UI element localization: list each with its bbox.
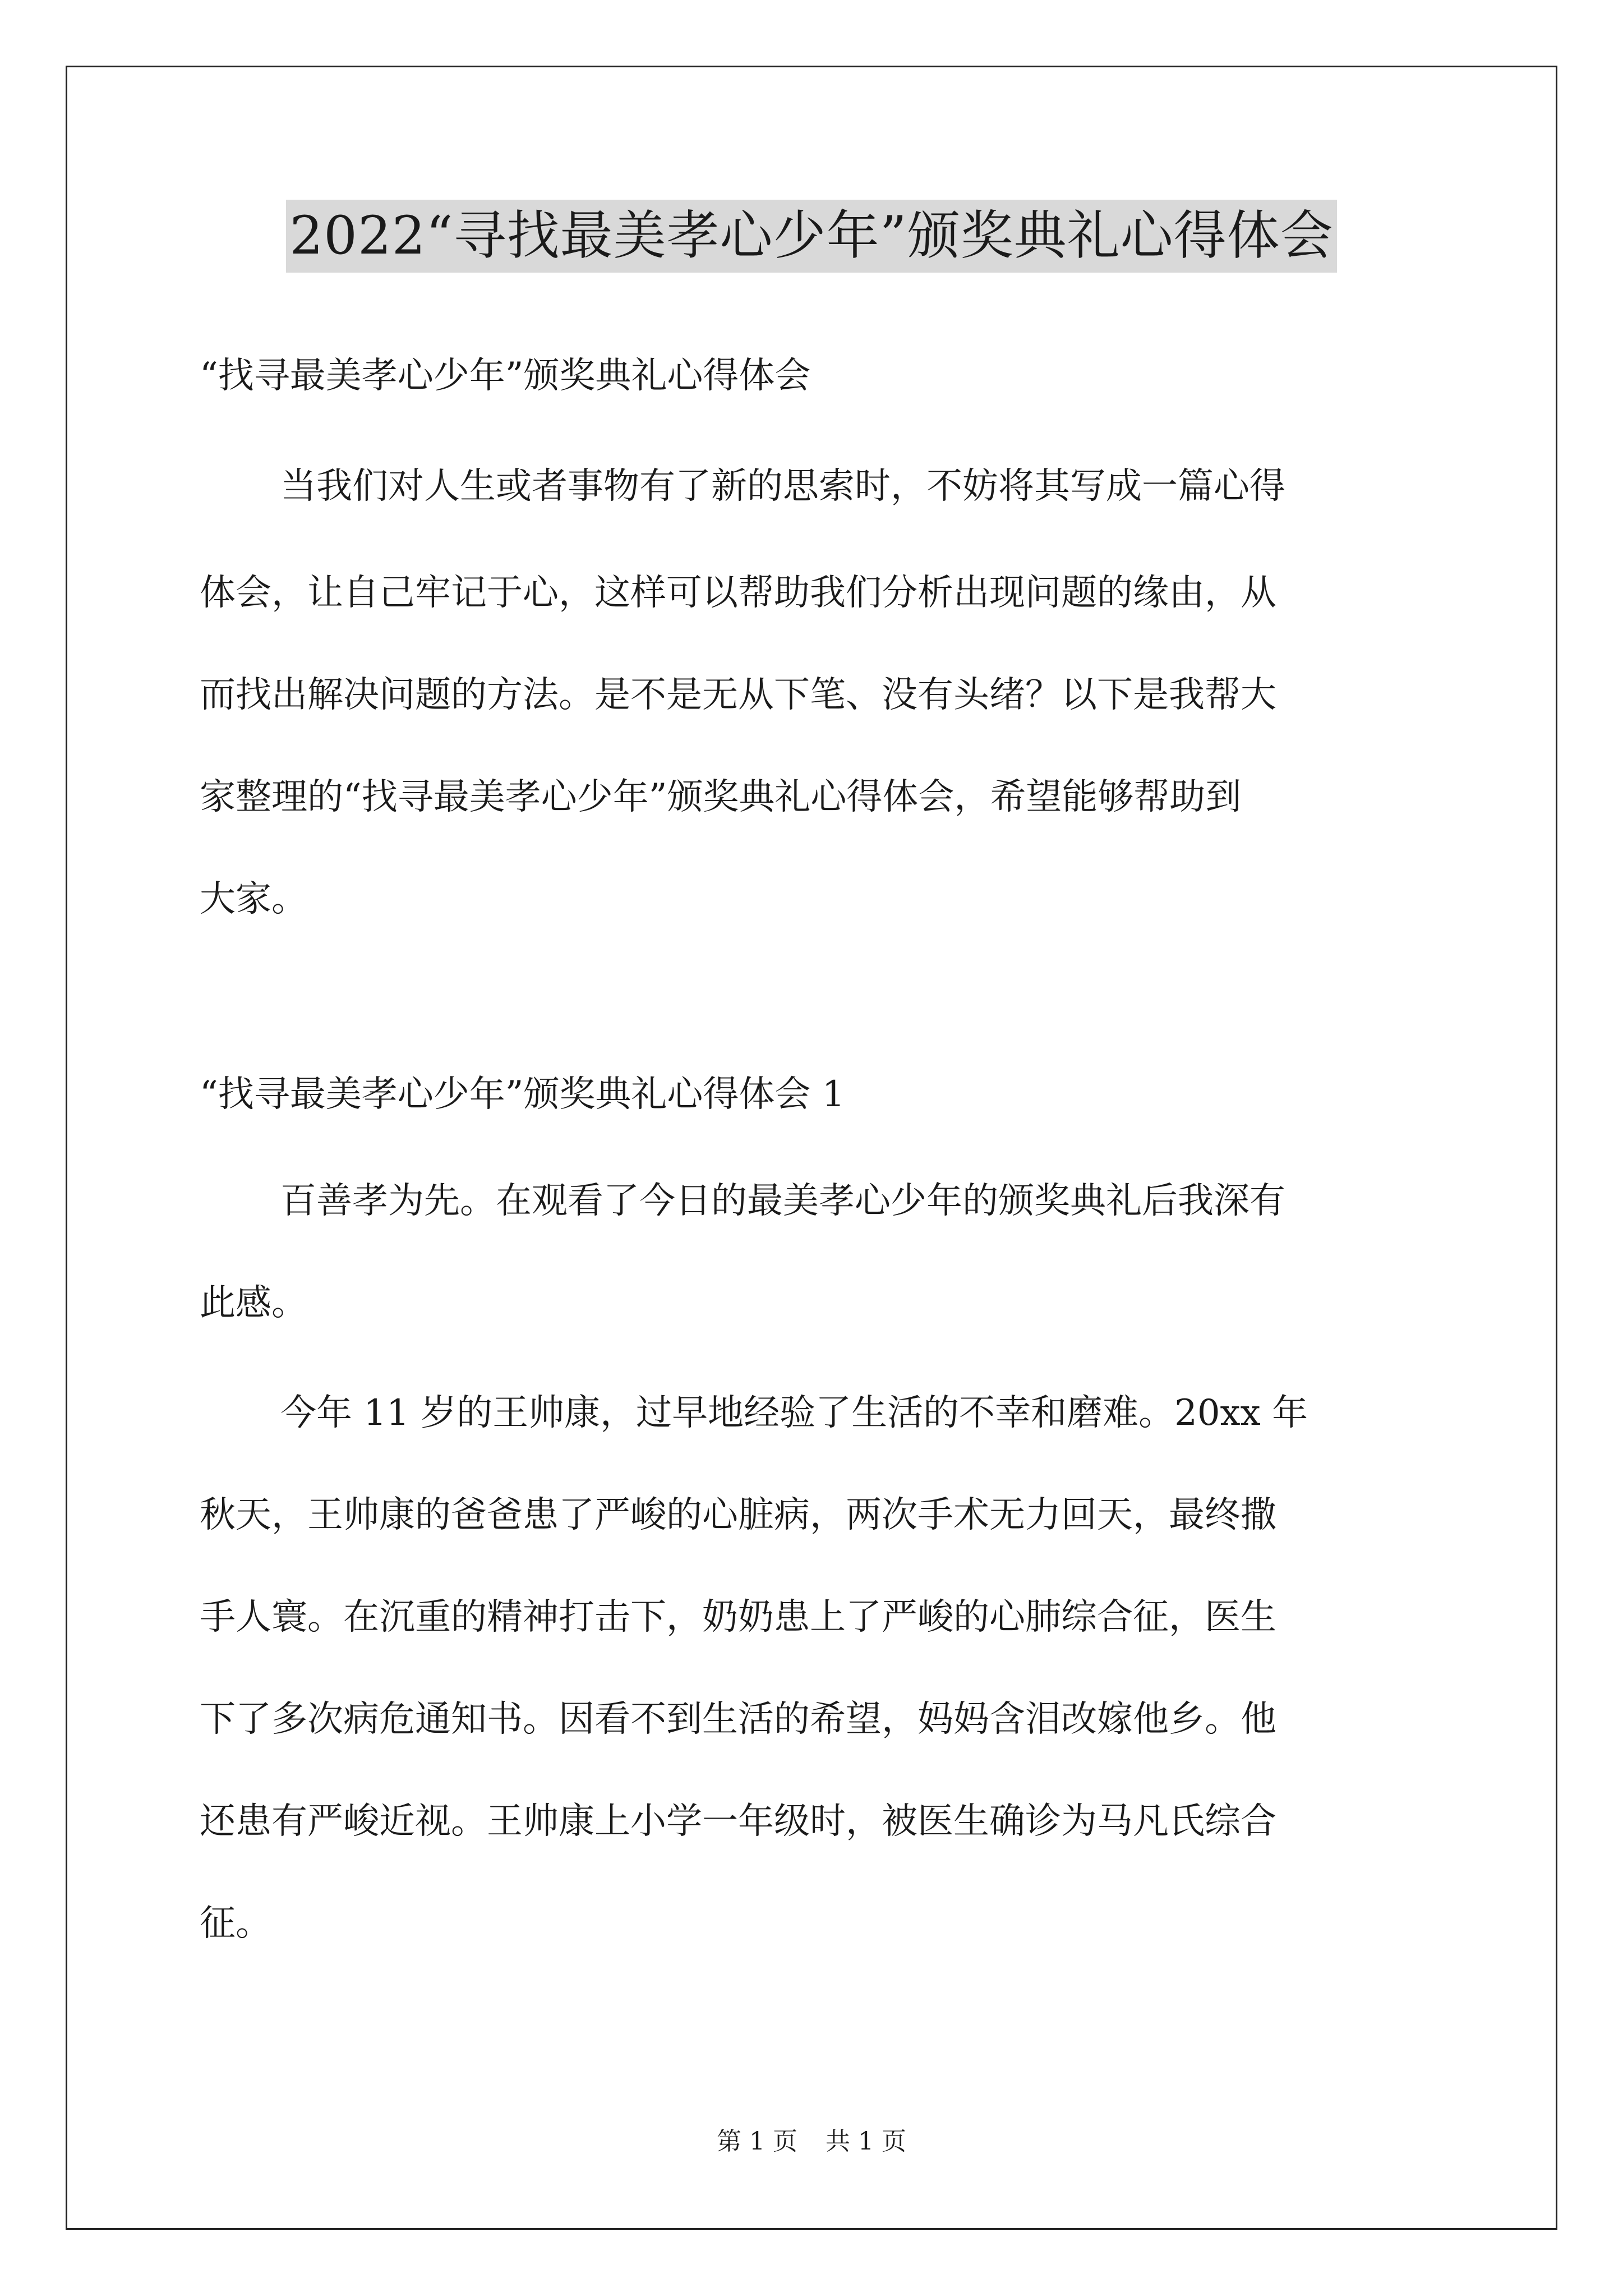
- title-container: [0, 200, 1623, 273]
- section-heading: “找寻最美孝心少年”颁奖典礼心得体会 1: [200, 1074, 845, 1115]
- paragraph-line: 秋天，王帅康的爸爸患了严峻的心脏病，两次手术无力回天，最终撒: [200, 1494, 1276, 1536]
- paragraph-line: 征。: [200, 1903, 271, 1944]
- paragraph-line: 还患有严峻近视。王帅康上小学一年级时，被医生确诊为马凡氏综合: [200, 1801, 1276, 1842]
- paragraph-line: 下了多次病危通知书。因看不到生活的希望，妈妈含泪改嫁他乡。他: [200, 1699, 1276, 1740]
- document-subtitle: “找寻最美孝心少年”颁奖典礼心得体会: [200, 355, 811, 397]
- page-total: 共 1 页: [826, 2127, 906, 2156]
- document-title: 2022“寻找最美孝心少年”颁奖典礼心得体会: [286, 200, 1336, 273]
- intro-line: 当我们对人生或者事物有了新的思索时，不妨将其写成一篇心得: [280, 466, 1285, 507]
- page-footer: [0, 2125, 1623, 2159]
- page-number: 第 1 页: [717, 2127, 797, 2156]
- paragraph-line: 今年 11 岁的王帅康，过早地经验了生活的不幸和磨难。20xx 年: [280, 1392, 1308, 1434]
- intro-line: 家整理的“找寻最美孝心少年”颁奖典礼心得体会，希望能够帮助到: [200, 776, 1242, 818]
- paragraph-line: 此感。: [200, 1282, 307, 1324]
- intro-line: 大家。: [200, 878, 307, 920]
- paragraph-line: 百善孝为先。在观看了今日的最美孝心少年的颁奖典礼后我深有: [280, 1180, 1285, 1222]
- intro-line: 而找出解决问题的方法。是不是无从下笔、没有头绪？以下是我帮大: [200, 674, 1276, 716]
- paragraph-line: 手人寰。在沉重的精神打击下，奶奶患上了严峻的心肺综合征，医生: [200, 1596, 1276, 1638]
- intro-line: 体会，让自己牢记于心，这样可以帮助我们分析出现问题的缘由，从: [200, 572, 1276, 614]
